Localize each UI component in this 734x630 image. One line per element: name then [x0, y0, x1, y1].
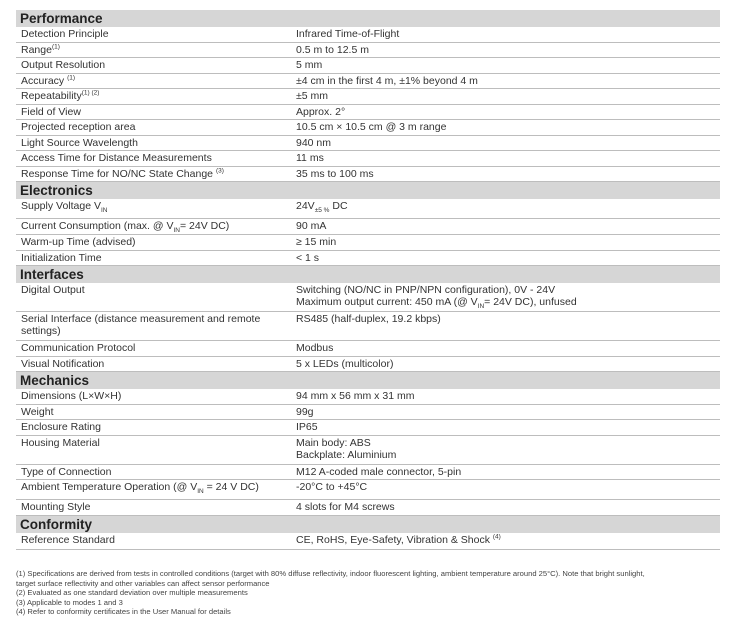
section-title-conformity: Conformity	[16, 516, 720, 533]
footnote: (4) Refer to conformity certificates in the User Manual for details	[16, 607, 231, 617]
spec-row	[16, 357, 720, 373]
spec-value: IP65	[296, 421, 318, 433]
footnotes	[16, 569, 720, 617]
spec-row	[16, 500, 720, 517]
spec-value: 940 nm	[296, 136, 332, 149]
footnote: (1) Specifications are derived from tests in controlled conditions (target with 80% diffuse reflectivity, indoor fluorescent lighting, ambient temperature around 25°C). Note that bright sunlight,	[16, 569, 645, 578]
spec-value: 35 ms to 100 ms	[296, 167, 374, 180]
footnote: (2) Evaluated as one standard deviation over multiple measurements	[16, 588, 248, 598]
spec-value: Modbus	[296, 342, 334, 354]
spec-row	[16, 533, 720, 550]
spec-label: Dimensions (L×W×H)	[21, 390, 122, 402]
spec-label: Mounting Style	[21, 500, 91, 513]
spec-label: Serial Interface (distance measurement and remote settings)	[21, 313, 261, 337]
spec-value: ≥ 15 min	[296, 236, 337, 248]
spec-row	[16, 89, 720, 105]
spec-label: Type of Connection	[21, 465, 112, 478]
spec-label: Housing Material	[21, 436, 100, 449]
spec-value: ±5 mm	[296, 90, 329, 102]
spec-label: Light Source Wavelength	[21, 136, 138, 149]
spec-label: Detection Principle	[21, 28, 109, 40]
spec-label: Digital Output	[21, 284, 85, 296]
spec-row	[16, 74, 720, 90]
spec-value: Infrared Time-of-Flight	[296, 28, 400, 40]
spec-value: Approx. 2°	[296, 105, 346, 118]
spec-value: ±4 cm in the first 4 m, ±1% beyond 4 m	[296, 74, 478, 87]
spec-label: Current Consumption (max. @ $V_{IN}= 24V$ DC)	[21, 219, 230, 234]
spec-value: 99g	[296, 405, 314, 418]
spec-value: 0.5 m to 12.5 m	[296, 43, 369, 56]
spec-value: M12 A-coded male connector, 5-pin	[296, 465, 462, 478]
spec-value: 5 x LEDs (multicolor)	[296, 357, 394, 370]
spec-row	[16, 235, 720, 251]
spec-row	[16, 151, 720, 167]
footnote-ref: (1)	[67, 74, 76, 81]
section-title-electronics: Electronics	[16, 182, 720, 199]
spec-row	[16, 219, 720, 236]
spec-value: 10.5 cm × 10.5 cm @ 3 m range	[296, 121, 447, 133]
footnote-ref: (3)	[215, 167, 224, 174]
spec-row	[16, 251, 720, 267]
spec-label: Output Resolution	[21, 59, 106, 71]
spec-row	[16, 283, 720, 312]
section-title-mechanics: Mechanics	[16, 372, 720, 389]
spec-value: CE, RoHS, Eye-Safety, Vibration & Shock $^{(4)}$	[296, 533, 501, 546]
spec-label: Accuracy $^{(1)}$	[21, 74, 76, 87]
spec-label: Projected reception area	[21, 121, 136, 133]
spec-row	[16, 420, 720, 436]
spec-label: Supply Voltage $V_{IN}$	[21, 200, 108, 215]
spec-value: $24V_{\pm 5 \%}$ DC	[296, 200, 348, 215]
spec-value: -20°C to +45°C	[296, 481, 368, 493]
spec-value: 11 ms	[296, 152, 324, 164]
spec-label: Weight	[21, 405, 54, 418]
spec-value: Main body: ABS Backplate: Aluminium	[296, 436, 397, 461]
footnote-ref: (1)	[51, 43, 60, 50]
spec-row	[16, 58, 720, 74]
spec-row	[16, 436, 720, 465]
spec-value: < 1 s	[296, 251, 320, 264]
spec-label: Warm-up Time (advised)	[21, 236, 136, 248]
spec-row	[16, 120, 720, 136]
spec-label: Response Time for NO/NC State Change $^{(3)}$	[21, 167, 224, 180]
spec-row	[16, 405, 720, 421]
spec-table	[16, 10, 720, 550]
spec-row	[16, 105, 720, 121]
spec-label: Access Time for Distance Measurements	[21, 152, 212, 164]
section-title-performance: Performance	[16, 10, 720, 27]
spec-label: Field of View	[21, 105, 81, 118]
spec-row	[16, 465, 720, 481]
spec-row	[16, 167, 720, 183]
spec-label: Initialization Time	[21, 251, 102, 264]
spec-value: 4 slots for M4 screws	[296, 500, 395, 513]
spec-row	[16, 27, 720, 43]
spec-label: Range$^{(1)}$	[21, 43, 60, 56]
spec-row	[16, 136, 720, 152]
footnote: (3) Applicable to modes 1 and 3	[16, 597, 123, 607]
spec-label: Visual Notification	[21, 357, 105, 370]
spec-row	[16, 341, 720, 357]
spec-row	[16, 389, 720, 405]
spec-row	[16, 43, 720, 59]
spec-row	[16, 199, 720, 219]
spec-value: 90 mA	[296, 219, 327, 232]
spec-label: Ambient Temperature Operation (@ $V_{IN} = 24$ V DC)	[21, 481, 259, 496]
section-title-interfaces: Interfaces	[16, 266, 720, 283]
spec-label: Reference Standard	[21, 534, 115, 546]
footnote: target surface reflectivity and other variables can affect sensor performance	[16, 578, 270, 588]
spec-value: RS485 (half-duplex, 19.2 kbps)	[296, 313, 441, 325]
spec-label: Communication Protocol	[21, 342, 136, 354]
footnote-ref: (4)	[492, 533, 501, 541]
spec-value: 5 mm	[296, 59, 323, 71]
spec-row	[16, 312, 720, 341]
spec-label: Repeatability$^{(1) (2)}$	[21, 89, 100, 102]
spec-value: 94 mm x 56 mm x 31 mm	[296, 390, 415, 402]
footnote-ref: (1) (2)	[81, 89, 100, 97]
spec-label: Enclosure Rating	[21, 421, 101, 433]
spec-value: Switching (NO/NC in PNP/NPN configuration), 0V - 24V Maximum output current: 450 mA (@ $V_{IN}= 24V$ DC), unfused	[296, 284, 577, 311]
spec-row	[16, 480, 720, 500]
